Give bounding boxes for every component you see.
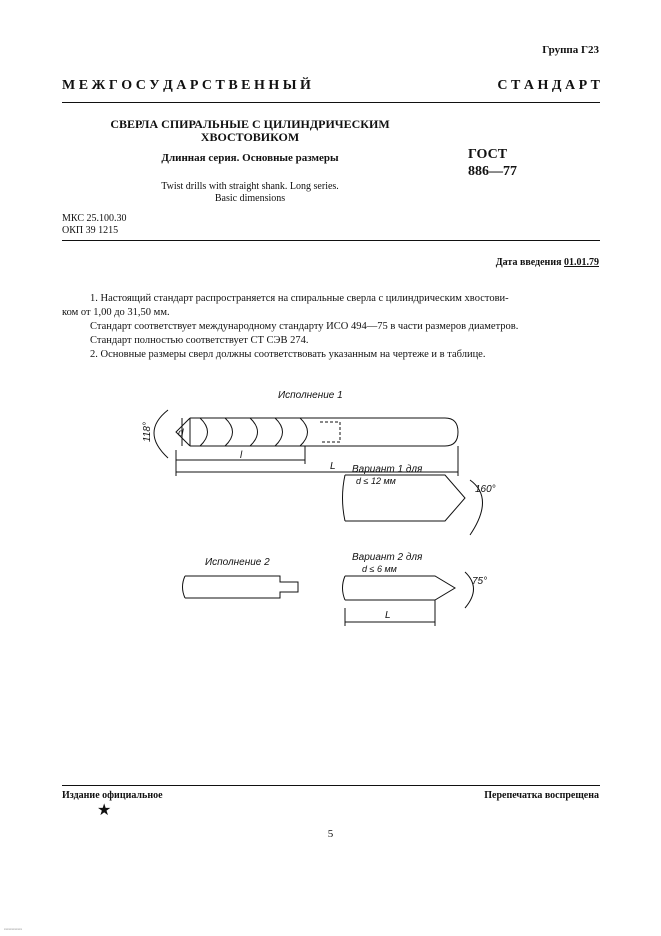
codes-rule bbox=[62, 240, 600, 241]
gost-number: 886—77 bbox=[468, 164, 517, 179]
group-code: Группа Г23 bbox=[542, 44, 599, 56]
gost-number-block bbox=[468, 146, 517, 180]
english-title bbox=[80, 181, 420, 205]
variant1-break bbox=[343, 475, 346, 521]
variant-1-label: Вариант 1 для bbox=[352, 464, 423, 475]
reprint-prohibited: Перепечатка воспрещена bbox=[484, 790, 599, 801]
drill-flutes bbox=[200, 418, 308, 446]
document-subtitle: Длинная серия. Основные размеры bbox=[161, 152, 339, 164]
english-title-line-1: Twist drills with straight shank. Long series. bbox=[161, 181, 339, 192]
angle-75-label: 75° bbox=[472, 576, 488, 587]
exec2-break bbox=[183, 576, 186, 598]
paragraph-2: Стандарт соответствует международному стандарту ИСО 494—75 в части размеров диаметров. bbox=[90, 321, 519, 332]
dim-L-label: L bbox=[330, 461, 336, 472]
paragraph-1 bbox=[62, 292, 600, 306]
paragraph-1-line-1: 1. Настоящий стандарт распространяется на спиральные сверла с цилиндрическим хвостови- bbox=[90, 293, 509, 304]
title-line-2: ХВОСТОВИКОМ bbox=[200, 130, 300, 144]
footer-rule bbox=[62, 785, 600, 786]
banner-word-standard: С Т А Н Д А Р Т bbox=[497, 78, 600, 93]
header-rule bbox=[62, 102, 600, 103]
okp-code: ОКП 39 1215 bbox=[62, 225, 119, 236]
angle-118-arc bbox=[154, 410, 168, 458]
tiny-marking: xxxxxxxxxxxx bbox=[4, 927, 22, 931]
star-icon: ★ bbox=[97, 802, 112, 819]
variant-2-label: Вариант 2 для bbox=[352, 552, 423, 563]
document-title bbox=[80, 118, 420, 144]
title-line-1: СВЕРЛА СПИРАЛЬНЫЕ С ЦИЛИНДРИЧЕСКИМ bbox=[110, 117, 390, 131]
variant-2-condition: d ≤ 6 мм bbox=[362, 564, 397, 574]
paragraph-3: Стандарт полностью соответствует СТ СЭВ 274. bbox=[90, 335, 309, 346]
gost-label: ГОСТ bbox=[468, 147, 508, 162]
dim-d-label: d bbox=[178, 428, 184, 439]
angle-118-label: 118° bbox=[142, 422, 153, 442]
variant2-body bbox=[345, 576, 455, 600]
variant-1-condition: d ≤ 12 мм bbox=[356, 476, 396, 486]
paragraph-1-cont: ком от 1,00 до 31,50 мм. bbox=[62, 307, 170, 318]
standard-banner bbox=[62, 78, 600, 94]
execution-1-label: Исполнение 1 bbox=[278, 390, 343, 401]
drill-drawing bbox=[130, 380, 510, 640]
banner-word-interstate: М Е Ж Г О С У Д А Р С Т В Е Н Н Ы Й bbox=[62, 78, 311, 93]
introduction-date bbox=[496, 257, 599, 268]
dim-l-label: l bbox=[240, 450, 243, 461]
exec2-shank bbox=[185, 576, 298, 598]
angle-160-label: 160° bbox=[475, 484, 496, 495]
english-title-line-2: Basic dimensions bbox=[214, 193, 286, 204]
official-edition: Издание официальное bbox=[62, 790, 163, 801]
variant2-break bbox=[343, 576, 346, 600]
page-number: 5 bbox=[327, 828, 334, 840]
classification-codes bbox=[62, 213, 126, 237]
intro-date-value: 01.01.79 bbox=[564, 257, 599, 268]
dim-variant2-L-label: L bbox=[385, 610, 391, 621]
intro-date-label: Дата введения bbox=[495, 257, 562, 268]
paragraph-4: 2. Основные размеры сверл должны соответствовать указанным на чертеже и в таблице. bbox=[90, 349, 486, 360]
execution-2-label: Исполнение 2 bbox=[205, 557, 270, 568]
flute-end-dashed bbox=[320, 422, 340, 442]
mks-code: МКС 25.100.30 bbox=[62, 213, 127, 224]
